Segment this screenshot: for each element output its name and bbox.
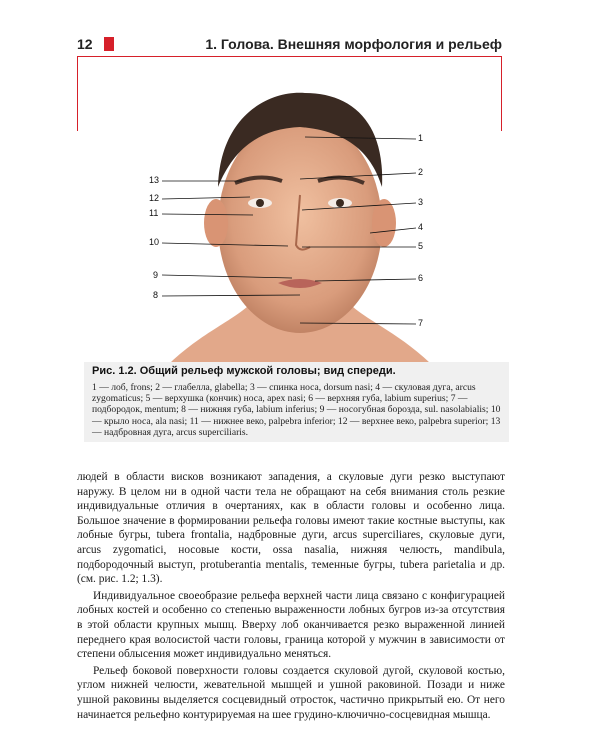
- head-illustration: [150, 75, 440, 363]
- label-num-9: 9: [153, 270, 159, 280]
- body-paragraph-3: Рельеф боковой поверхности головы создается скуловой дугой, скуловой костью, углом нижней челюсти, жевательной мышцей и ушной раковиной. Позади и ниже ушной раковины выделяется сосцевидный отросток, частично прикрытый ею. От него начинается рельефно контурируемая на шее грудино-ключично-сосцевидная мышца.: [77, 664, 505, 721]
- frame-right-rule: [501, 56, 502, 131]
- label-num-5: 5: [418, 241, 424, 251]
- body-paragraph-2: Индивидуальное своеобразие рельефа верхней части лица связано с конфигурацией лобных костей и особенно со степенью выраженности лобных бугров из-за отсутствия в этой области крупных мышц. Вверху лоб оканчивается резко выраженной линией переднего края волосистой части головы, граница которой у мужчин в зависимости от степени облысения может индивидуально меняться.: [77, 589, 505, 661]
- header-rule: [77, 56, 502, 57]
- caption-title: Рис. 1.2. Общий рельеф мужской головы; вид спереди.: [92, 365, 396, 377]
- label-num-10: 10: [149, 237, 160, 247]
- frame-left-rule: [77, 56, 78, 131]
- body-paragraph-1: людей в области висков возникают западения, а скуловые дуги резко выступают наружу. В целом ни в одной части тела не обращают на себя внимания столь резкие индивидуальные отличия в очертаниях, как в области головы и особенно лица. Большое значение в формировании рельефа головы имеют такие костные выступы, как лобные бугры, tubera frontalia, надбровные дуги, arcus superciliares, скуловые дуги, arcus zygomatici, носовые кости, ossa nasalia, нижняя челюсть, mandibula, подбородочный выступ, protuberantia mentalis, теменные бугры, tubera parietalia и др. (см. рис. 1.2; 1.3).: [77, 471, 505, 586]
- label-num-12: 12: [149, 193, 160, 203]
- label-num-7: 7: [418, 318, 424, 328]
- label-num-11: 11: [149, 208, 159, 218]
- left-ear: [204, 199, 228, 247]
- label-num-2: 2: [418, 167, 424, 177]
- face-shape: [218, 117, 382, 333]
- body-text: [77, 470, 505, 722]
- label-num-1: 1: [418, 133, 424, 143]
- head-figure: [150, 75, 440, 363]
- right-iris: [336, 199, 344, 207]
- label-num-3: 3: [418, 197, 424, 207]
- label-num-8: 8: [153, 290, 159, 300]
- label-num-4: 4: [418, 222, 424, 232]
- page-number: 12: [77, 36, 93, 52]
- left-iris: [256, 199, 264, 207]
- right-ear: [372, 199, 396, 247]
- caption-body: 1 — лоб, frons; 2 — глабелла, glabella; 3 — спинка носа, dorsum nasi; 4 — скуловая дуга, arcus zygomaticus; 5 — верхушка (кончик) носа, apex nasi; 6 — верхняя губа, labium superius; 7 — подбородок, mentum; 8 — нижняя губа, labium inferius; 9 — носогубная борозда, sul. nasolabialis; 10 — крыло носа, ala nasi; 11 — нижнее веко, palpebra inferior; 12 — верхнее веко, palpebra superior; 13 — надбровная дуга, arcus superciliaris.: [92, 382, 501, 438]
- red-marker: [104, 37, 114, 51]
- chapter-title: 1. Голова. Внешняя морфология и рельеф: [205, 36, 502, 52]
- label-num-6: 6: [418, 273, 424, 283]
- label-num-13: 13: [149, 175, 160, 185]
